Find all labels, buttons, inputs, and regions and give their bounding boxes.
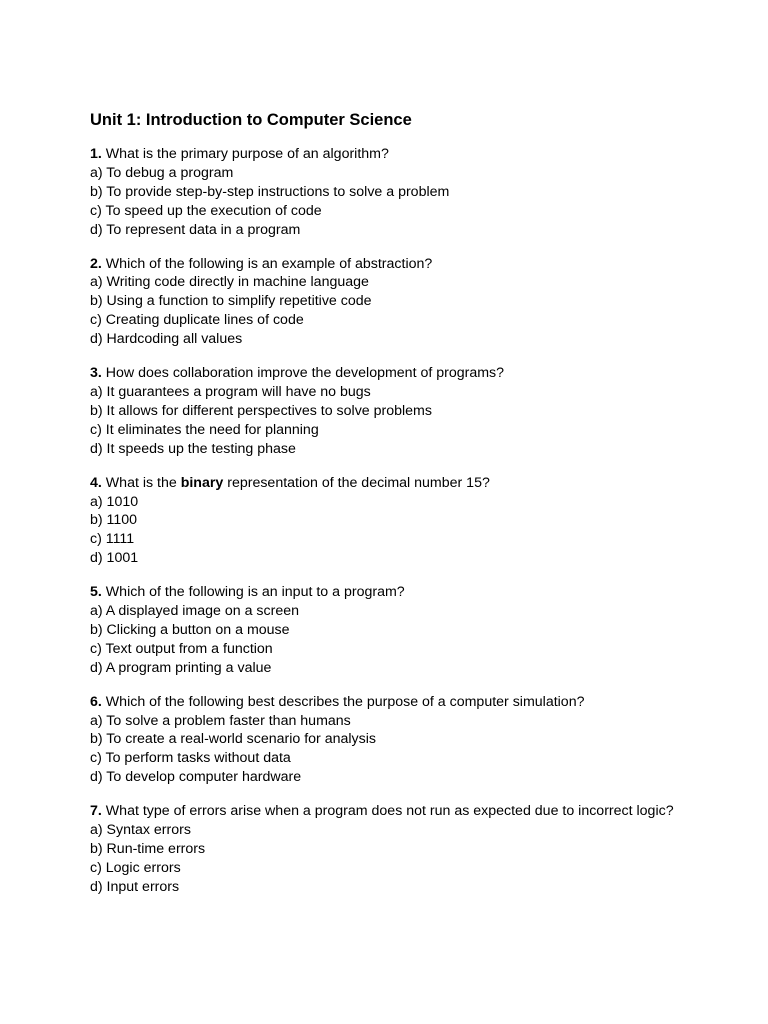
- answer-option: b) 1100: [90, 512, 138, 529]
- question-6: [90, 693, 730, 788]
- answer-option: b) To create a real-world scenario for analysis: [90, 731, 376, 748]
- answer-option: b) Using a function to simplify repetitive code: [90, 293, 372, 310]
- answer-option: b) Clicking a button on a mouse: [90, 621, 290, 638]
- question-text: [90, 145, 730, 164]
- question-5: [90, 583, 730, 678]
- question-prompt: Which of the following best describes the purpose of a computer simulation?: [101, 693, 585, 710]
- question-7: [90, 802, 730, 897]
- answer-option: c) Text output from a function: [90, 640, 273, 657]
- question-text: [90, 583, 730, 602]
- answer-option: d) Hardcoding all values: [90, 331, 243, 348]
- question-text: [90, 802, 730, 821]
- answer-option: c) Creating duplicate lines of code: [90, 312, 304, 329]
- question-number: 1.: [90, 146, 102, 162]
- question-prompt: What is the: [101, 474, 181, 491]
- answer-option: a) To solve a problem faster than humans: [90, 712, 351, 729]
- answer-option: d) A program printing a value: [90, 659, 272, 676]
- question-prompt: What is the primary purpose of an algorithm?: [101, 146, 389, 162]
- question-1: [90, 145, 730, 240]
- question-text: [90, 693, 730, 712]
- answer-option: a) It guarantees a program will have no bugs: [90, 383, 371, 400]
- question-number: 7.: [90, 803, 102, 820]
- answer-option: a) To debug a program: [90, 164, 234, 181]
- document-page: [90, 109, 730, 912]
- question-4: [90, 474, 730, 569]
- question-number: 4.: [90, 474, 102, 491]
- question-number: 3.: [90, 365, 102, 382]
- answer-option: c) To speed up the execution of code: [90, 202, 322, 219]
- answer-option: c) To perform tasks without data: [90, 750, 291, 767]
- question-3: [90, 364, 730, 459]
- answer-option: c) Logic errors: [90, 859, 181, 876]
- question-prompt: How does collaboration improve the development of programs?: [101, 365, 505, 382]
- question-prompt: What type of errors arise when a program does not run as expected due to incorrect logic?: [101, 803, 674, 820]
- question-prompt-end: representation of the decimal number 15?: [223, 474, 490, 491]
- question-2: [90, 255, 730, 350]
- answer-option: d) To develop computer hardware: [90, 769, 302, 786]
- question-number: 5.: [90, 584, 102, 601]
- answer-option: a) A displayed image on a screen: [90, 603, 300, 620]
- question-number: 2.: [90, 255, 102, 272]
- page-title: Unit 1: Introduction to Computer Science: [90, 111, 412, 129]
- question-number: 6.: [90, 693, 102, 710]
- answer-option: d) To represent data in a program: [90, 221, 301, 238]
- answer-option: c) It eliminates the need for planning: [90, 421, 319, 438]
- question-text: [90, 255, 730, 274]
- answer-option: d) 1001: [90, 550, 139, 567]
- answer-option: a) Syntax errors: [90, 822, 191, 839]
- answer-option: b) It allows for different perspectives to solve problems: [90, 402, 432, 419]
- answer-option: b) To provide step-by-step instructions to solve a problem: [90, 183, 450, 200]
- answer-option: d) It speeds up the testing phase: [90, 440, 296, 457]
- answer-option: a) Writing code directly in machine language: [90, 274, 369, 291]
- answer-option: d) Input errors: [90, 878, 180, 895]
- question-text: [90, 364, 730, 383]
- question-prompt: Which of the following is an example of abstraction?: [101, 255, 433, 272]
- question-prompt: Which of the following is an input to a program?: [101, 584, 405, 601]
- answer-option: a) 1010: [90, 493, 139, 510]
- answer-option: c) 1111: [90, 531, 135, 548]
- answer-option: b) Run-time errors: [90, 841, 206, 857]
- question-text: [90, 474, 730, 493]
- emphasized-term: binary: [180, 474, 224, 491]
